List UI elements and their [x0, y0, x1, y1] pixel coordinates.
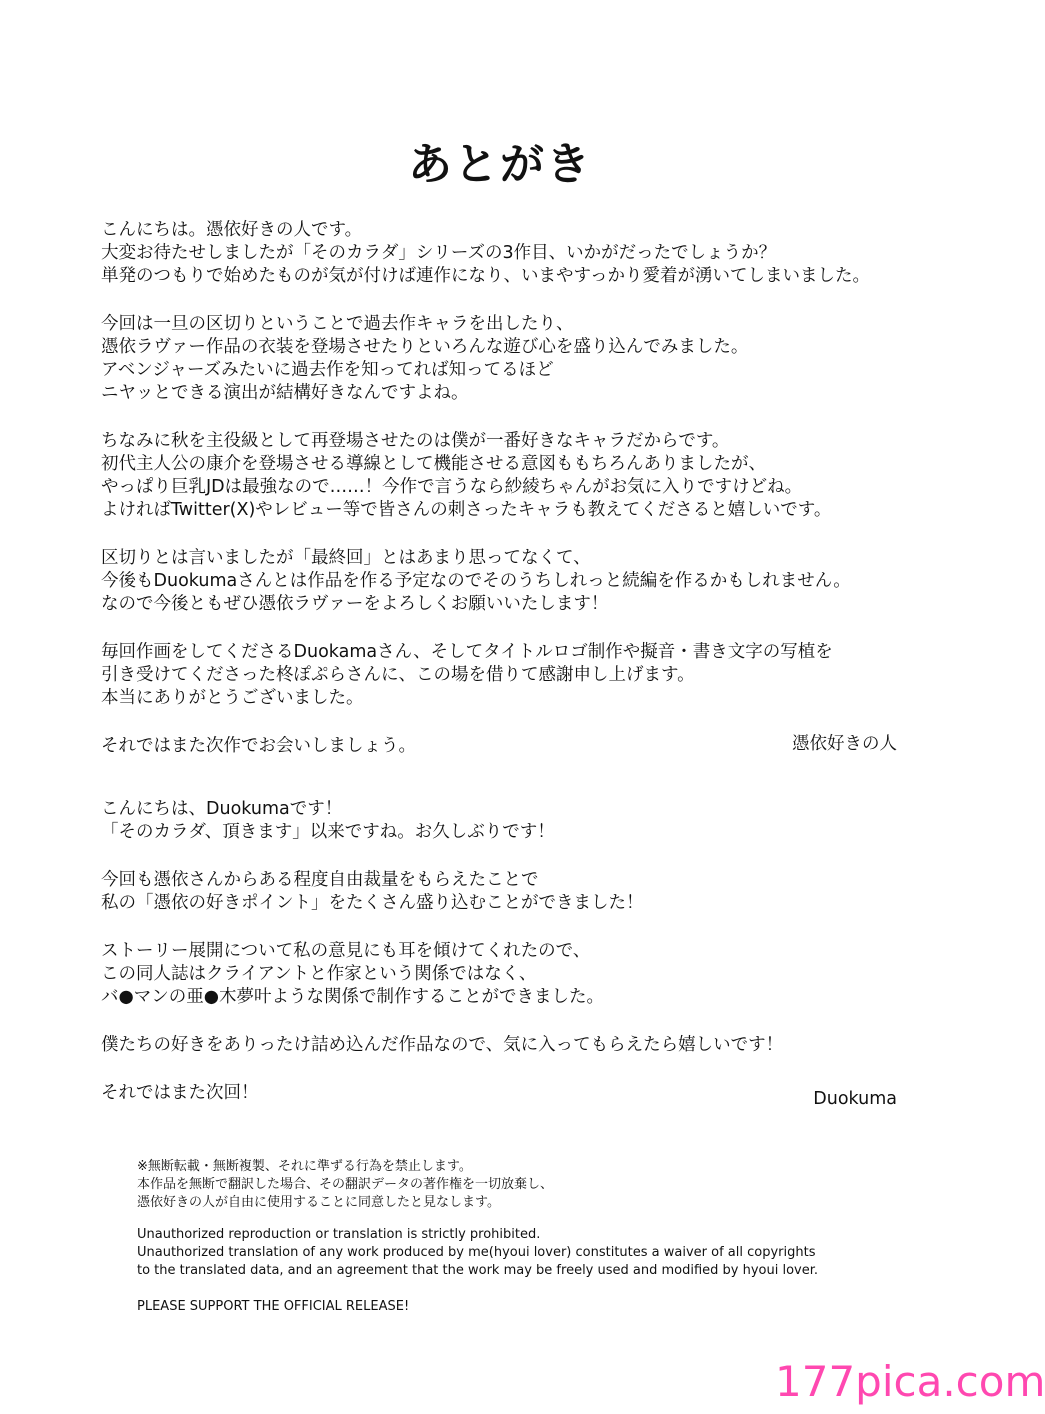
text-line: 引き受けてくださった柊ぽぷらさんに、この場を借りて感謝申し上げます。 — [101, 665, 695, 685]
paragraph — [101, 798, 911, 844]
afterword-hyoui-section — [101, 219, 911, 783]
notice-line: 本作品を無断で翻訳した場合、その翻訳データの著作権を一切放棄し、 — [137, 1177, 554, 1192]
afterword-duokuma-section — [101, 798, 911, 1130]
notice-line: to the translated data, and an agreement that the work may be freely used and modified by hyoui lover. — [137, 1263, 819, 1278]
text-line: 私の「憑依の好きポイント」をたくさん盛り込むことができました！ — [101, 893, 644, 913]
text-line: なので今後ともぜひ憑依ラヴァーをよろしくお願いいたします！ — [101, 594, 609, 614]
text-line: ちなみに秋を主役級として再登場させたのは僕が一番好きなキャラだからです。 — [101, 431, 730, 451]
text-line: よければTwitter(X)やレビュー等で皆さんの刺さったキャラも教えてくださると嬉しいです。 — [101, 500, 832, 520]
watermark-text: 177pica.com — [775, 1357, 1045, 1406]
text-line: 「そのカラダ、頂きます」以来ですね。お久しぶりです！ — [101, 822, 555, 842]
notice-line: PLEASE SUPPORT THE OFFICIAL RELEASE! — [137, 1299, 410, 1314]
notice-line: Unauthorized translation of any work produced by me(hyoui lover) constitutes a waiver of all copyrights — [137, 1245, 816, 1260]
text-line: 今回は一旦の区切りということで過去作キャラを出したり、 — [101, 314, 574, 334]
text-line: 僕たちの好きをありったけ詰め込んだ作品なので、気に入ってもらえたら嬉しいです！ — [101, 1035, 784, 1055]
text-line: バ●マンの亜●木夢叶ような関係で制作することができました。 — [101, 987, 605, 1007]
text-line: 区切りとは言いましたが「最終回」とはあまり思ってなくて、 — [101, 548, 591, 568]
text-line: 大変お待たせしましたが「そのカラダ」シリーズの3作目、いかがだったでしょうか？ — [101, 243, 777, 263]
notice-line: ※無断転載・無断複製、それに準ずる行為を禁止します。 — [137, 1159, 472, 1174]
support-notice — [137, 1298, 897, 1316]
paragraph — [101, 313, 911, 405]
text-line: 今後もDuokumaさんとは作品を作る予定なのでそのうちしれっと続編を作るかもしれません。 — [101, 571, 851, 591]
paragraph — [101, 641, 911, 710]
notice-line: 憑依好きの人が自由に使用することに同意したと見なします。 — [137, 1195, 500, 1210]
author-signature-hyoui: 憑依好きの人 — [792, 734, 897, 754]
text-line: こんにちは。憑依好きの人です。 — [101, 220, 363, 240]
copyright-notice-en — [137, 1226, 897, 1280]
copyright-notice-jp — [137, 1158, 897, 1212]
page-title: あとがき — [408, 139, 592, 190]
paragraph — [101, 940, 911, 1009]
notice-line: Unauthorized reproduction or translation is strictly prohibited. — [137, 1227, 541, 1242]
text-line: それではまた次回！ — [101, 1083, 259, 1103]
paragraph — [101, 869, 911, 915]
text-line: 憑依ラヴァー作品の衣装を登場させたりといろんな遊び心を盛り込んでみました。 — [101, 337, 749, 357]
paragraph — [101, 547, 911, 616]
text-line: ストーリー展開について私の意見にも耳を傾けてくれたので、 — [101, 941, 591, 961]
text-line: それではまた次作でお会いしましょう。 — [101, 736, 416, 756]
text-line: この同人誌はクライアントと作家という関係ではなく、 — [101, 964, 537, 984]
author-signature-duokuma: Duokuma — [813, 1089, 897, 1109]
text-line: やっぱり巨乳JDは最強なので……！今作で言うなら紗綾ちゃんがお気に入りですけどね。 — [101, 477, 803, 497]
text-line: アベンジャーズみたいに過去作を知ってれば知ってるほど — [101, 360, 554, 380]
text-line: 今回も憑依さんからある程度自由裁量をもらえたことで — [101, 870, 539, 890]
text-line: 本当にありがとうございました。 — [101, 688, 364, 708]
paragraph — [101, 1034, 911, 1057]
paragraph — [101, 430, 911, 522]
paragraph — [101, 219, 911, 288]
text-line: 初代主人公の康介を登場させる導線として機能させる意図ももちろんありましたが、 — [101, 454, 766, 474]
text-line: ニヤッとできる演出が結構好きなんですよね。 — [101, 383, 469, 403]
text-line: こんにちは、Duokumaです！ — [101, 799, 343, 819]
text-line: 単発のつもりで始めたものが気が付けば連作になり、いまやすっかり愛着が湧いてしまいました。 — [101, 266, 870, 286]
text-line: 毎回作画をしてくださるDuokamaさん、そしてタイトルロゴ制作や擬音・書き文字の写植を — [101, 642, 833, 662]
